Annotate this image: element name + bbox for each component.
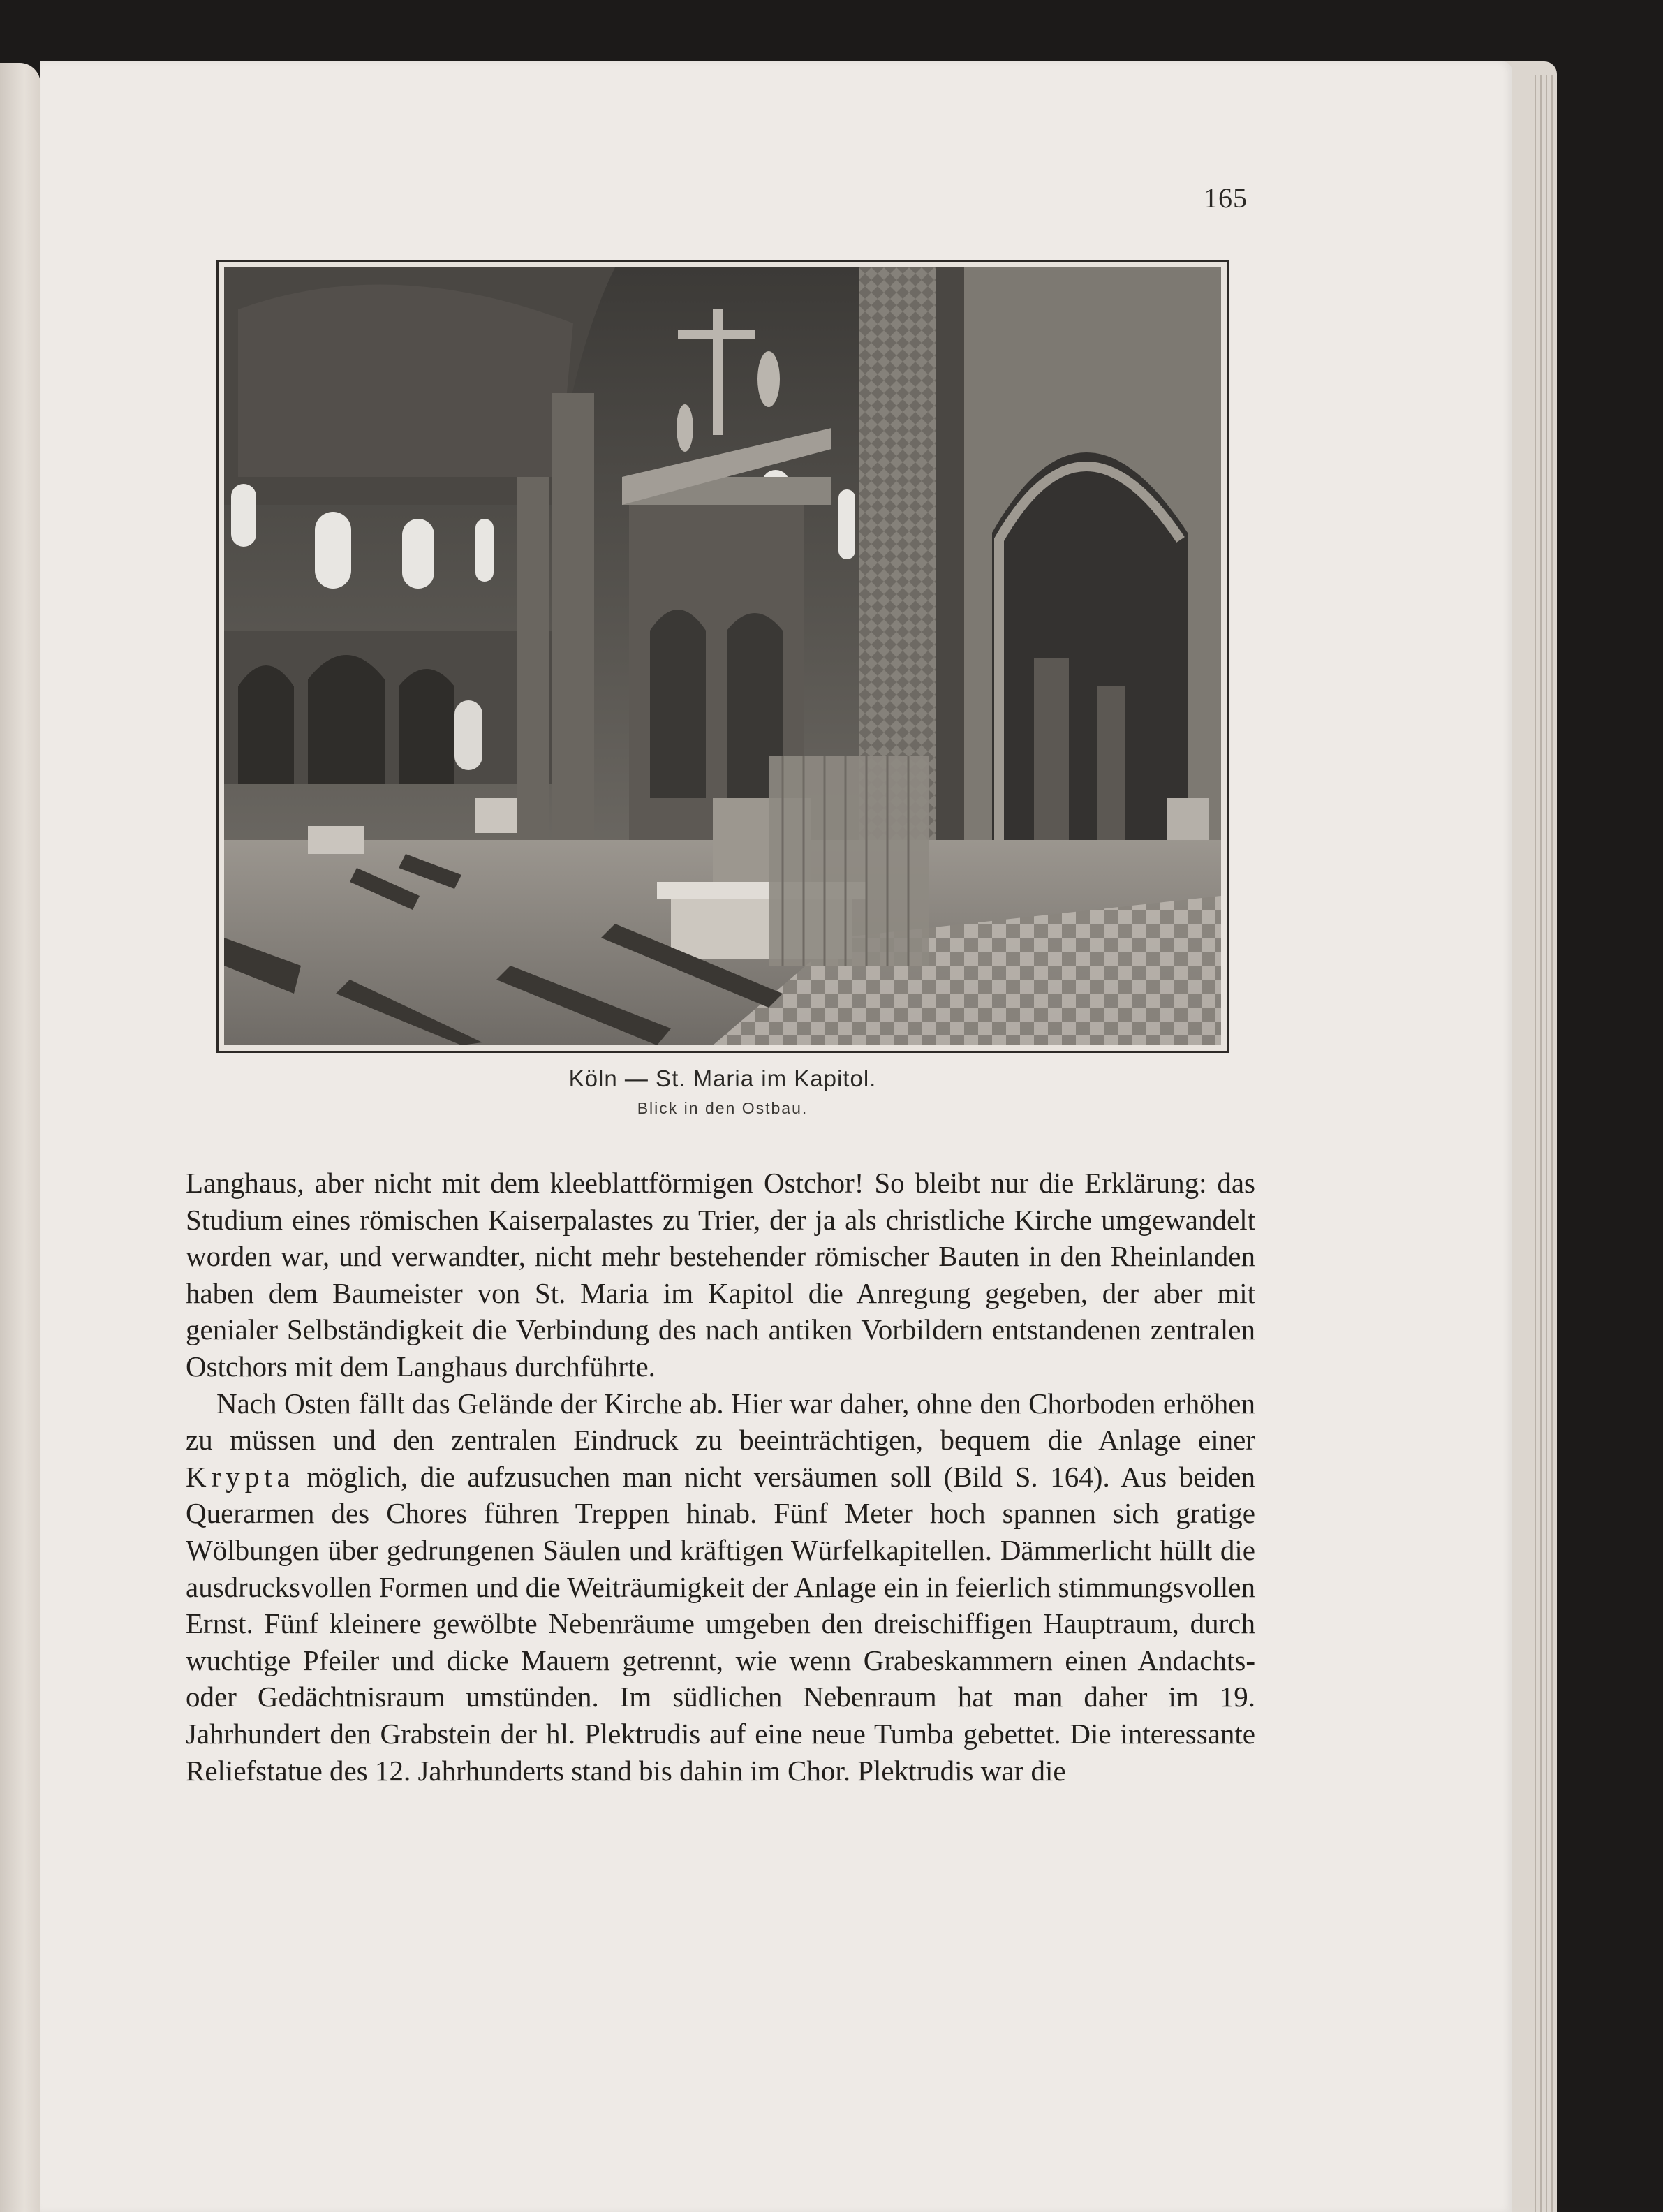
page-number: 165 [1204, 182, 1248, 214]
paragraph-2-start: Nach Osten fällt das Gelände der Kirche ab. Hier war daher, ohne den Chorboden erhöhen zu müssen und den zentralen Eindruck zu beeinträchtigen, bequem die Anlage einer [186, 1387, 1255, 1457]
emphasized-word-krypta: Krypta [186, 1460, 295, 1493]
paragraph-1: Langhaus, aber nicht mit dem kleeblattförmigen Ostchor! So bleibt nur die Erklärung: das Studium eines römischen Kaiserpalastes zu Trier, der ja als christliche Kirche umgewandelt worden war, und verwandter, nicht mehr bestehender römischer Bauten in den Rheinlanden haben dem Baumeister von St. Maria im Kapitol die Anregung gegeben, der aber mit genialer Selbständigkeit die Verbindung des nach antiken Vorbildern entstandenen zentralen Ostchors mit dem Langhaus durchführte. [186, 1167, 1255, 1382]
previous-page-edge [0, 63, 40, 2212]
church-interior-photograph [216, 260, 1229, 1053]
body-text [186, 1165, 1255, 1789]
photo-illustration [224, 267, 1221, 1045]
figure-caption-title: Köln — St. Maria im Kapitol. [568, 1066, 877, 1091]
paragraph-2-rest: möglich, die aufzusuchen man nicht versäumen soll (Bild S. 164). Aus beiden Querarmen des Chores führen Treppen hinab. Fünf Meter hoch spannen sich gratige Wölbungen über gedrungenen Säulen und kräftigen Würfelkapitellen. Dämmerlicht hüllt die ausdrucksvollen Formen und die Weiträumigkeit der Anlage ein in feierlich stimmungsvollen Ernst. Fünf kleinere gewölbte Nebenräume umgeben den dreischiffigen Hauptraum, durch wuchtige Pfeiler und dicke Mauern getrennt, wie wenn Grabeskammern einen Andachts- oder Gedächtnisraum umstünden. Im südlichen Nebenraum hat man daher im 19. Jahrhundert den Grabstein der hl. Plektrudis auf eine neue Tumba gebettet. Die interessante Reliefstatue des 12. Jahrhunderts stand bis dahin im Chor. Plektrudis war die [186, 1460, 1255, 1787]
figure-caption-subtitle: Blick in den Ostbau. [637, 1099, 808, 1117]
paragraph-2 [186, 1385, 1255, 1790]
